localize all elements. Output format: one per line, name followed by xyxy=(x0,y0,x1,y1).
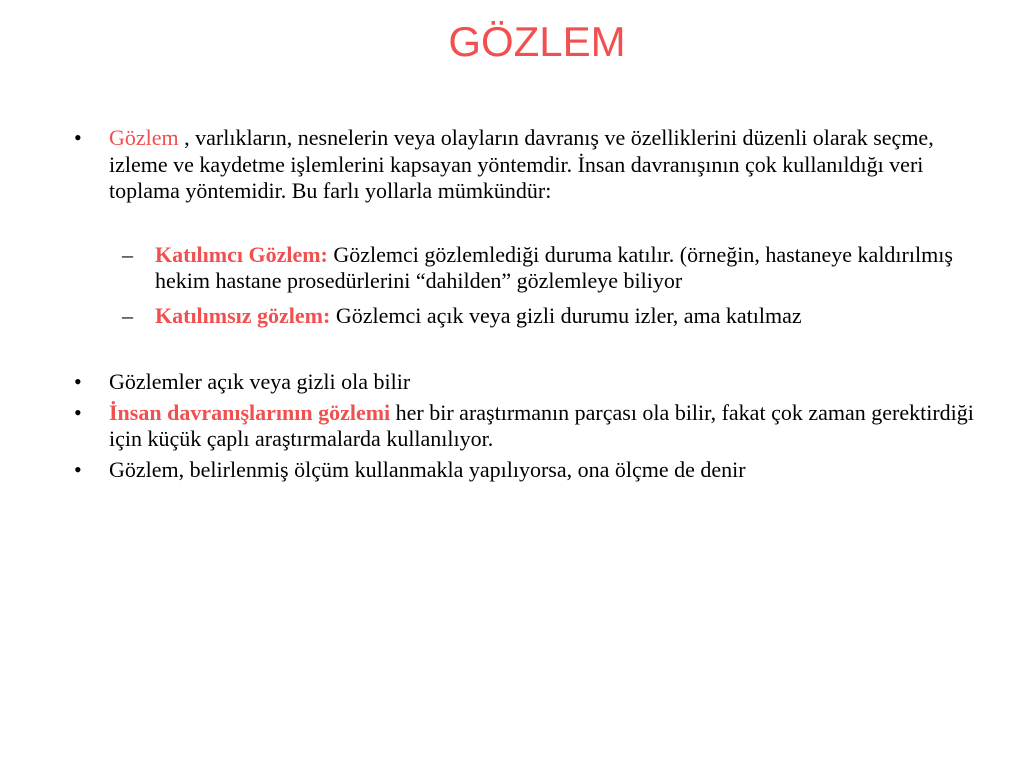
item-text: Gözlemler açık veya gizli ola bilir xyxy=(109,369,411,394)
bullet-item-acik-gizli xyxy=(74,369,974,396)
sub-bullet-item-katilimsiz xyxy=(74,303,974,330)
item-text: Gözlemci açık veya gizli durumu izler, ama katılmaz xyxy=(330,302,802,328)
highlight-term: Gözlem xyxy=(109,125,179,150)
bullet-dot-icon: • xyxy=(74,125,82,150)
highlight-term: Katılımcı Gözlem: xyxy=(155,241,328,267)
bullet-item-olcme xyxy=(74,457,974,484)
bullet-dot-icon: • xyxy=(74,399,82,425)
bullet-dash-icon: – xyxy=(122,302,133,328)
bullet-item-gozlem-definition xyxy=(74,125,974,205)
slide-content xyxy=(74,125,974,483)
bullet-dot-icon: • xyxy=(74,369,82,394)
bullet-dot-icon: • xyxy=(74,456,82,482)
spacer xyxy=(74,329,974,369)
bullet-item-insan-davranislari xyxy=(74,400,974,453)
highlight-term: Katılımsız gözlem: xyxy=(155,302,331,328)
highlight-term: İnsan davranışlarının gözlemi xyxy=(109,399,391,425)
item-text: Gözlemci gözlemlediği duruma katılır. (örneğin, hastaneye kaldırılmış hekim hastane prosedürlerini “dahilden” gözlemleye biliyor xyxy=(155,241,953,293)
item-text: her bir araştırmanın parçası ola bilir, fakat çok zaman gerektirdiği için küçük çaplı araştırmalarda kullanılıyor. xyxy=(109,399,974,451)
spacer xyxy=(74,205,974,242)
item-text: , varlıkların, nesnelerin veya olayların davranış ve özelliklerini düzenli olarak seçme, izleme ve kaydetme işlemlerini kapsayan yöntemdir. İnsan davranışının çok kullanıldığı veri toplama yöntemidir. Bu farlı yollarla mümkündür: xyxy=(109,125,934,203)
slide-title: GÖZLEM xyxy=(448,18,626,65)
bullet-dash-icon: – xyxy=(122,241,133,267)
item-text: Gözlem, belirlenmiş ölçüm kullanmakla yapılıyorsa, ona ölçme de denir xyxy=(109,456,746,482)
sub-bullet-item-katilimci xyxy=(74,242,974,295)
